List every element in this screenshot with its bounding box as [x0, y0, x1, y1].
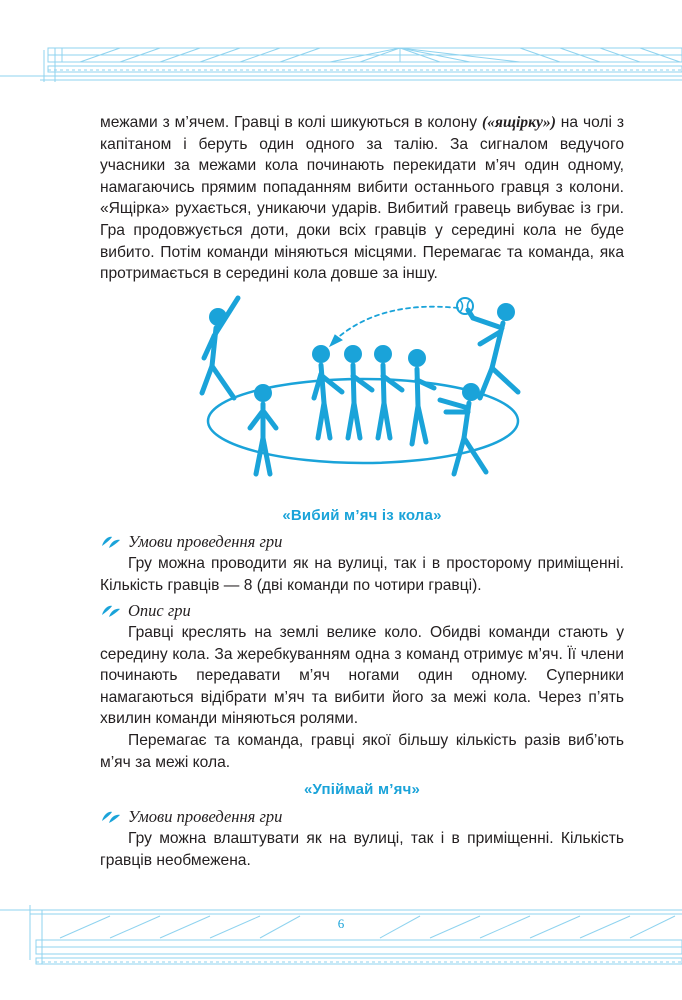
game1-description-paragraph-1: Гравці креслять на землі велике коло. Обидві команди стають у середину кола. За жеребкуванням одна з команд отримує м’яч. Її члени починають передавати м’яч ногами один одному. Суперники намагаються відібрати м’яч та вибити його за межі кола. Через п’ять хвилин команди міняються ролями. [100, 624, 624, 728]
game2-conditions-text: Гру можна влаштувати як на вулиці, так і в приміщенні. Кількість гравців необмежена. [100, 830, 624, 869]
arrow-head [330, 335, 342, 346]
game1-description-section [100, 600, 624, 773]
ball-trajectory [335, 307, 458, 340]
leaf-bullet-icon [100, 809, 122, 825]
lizard-term: («ящірку») [481, 114, 556, 131]
player-chain-3 [374, 345, 402, 438]
player-chain-1 [312, 345, 342, 438]
intro-section [100, 112, 624, 285]
game2-conditions-heading: Умови проведення гри [100, 806, 624, 828]
page-number: 6 [337, 916, 345, 931]
intro-paragraph: межами з м’ячем. Гравці в колі шикуються в колону («ящірку») на чолі з капітаном і беруть один одного за талію. За сигналом ведучого учасники за межами кола починають перекидати м’яч один одному, намагаючись прямим попаданням вибити останнього гравця з колони. «Ящірка» рухається, уникаючи ударів. Вибитий гравець вибуває із гри. Гра продовжується доти, доки всіх гравців у середині кола не буде вибито. Потім команди міняються місцями. Перемагає та команда, яка протримається в середині кола довше за іншу. [100, 114, 625, 283]
game1-description-paragraph-2: Перемагає та команда, гравці якої більшу кількість разів виб’ють м’яч за межі кола. [100, 731, 624, 771]
top-border-ornament [0, 48, 682, 82]
game1-description-heading: Опис гри [100, 600, 624, 622]
player-left-outside [202, 298, 238, 398]
game1-conditions-heading: Умови проведення гри [100, 531, 624, 553]
player-chain-4 [408, 349, 434, 444]
game1-title: «Вибий м’яч із кола» [282, 507, 442, 524]
leaf-bullet-icon [100, 603, 122, 619]
player-right-thrower [468, 303, 518, 398]
game-illustration [190, 288, 530, 488]
bottom-border-ornament [0, 905, 682, 964]
player-chain-2 [344, 345, 372, 438]
game2-conditions-section [100, 806, 624, 871]
game1-conditions-text: Гру можна проводити як на вулиці, так і в просторому приміщенні. Кількість гравців — 8 (дві команди по чотири гравці). [100, 555, 624, 594]
leaf-bullet-icon [100, 534, 122, 550]
game1-conditions-section [100, 531, 624, 596]
game2-title: «Упіймай м’яч» [303, 781, 421, 798]
player-front-left [250, 384, 276, 474]
